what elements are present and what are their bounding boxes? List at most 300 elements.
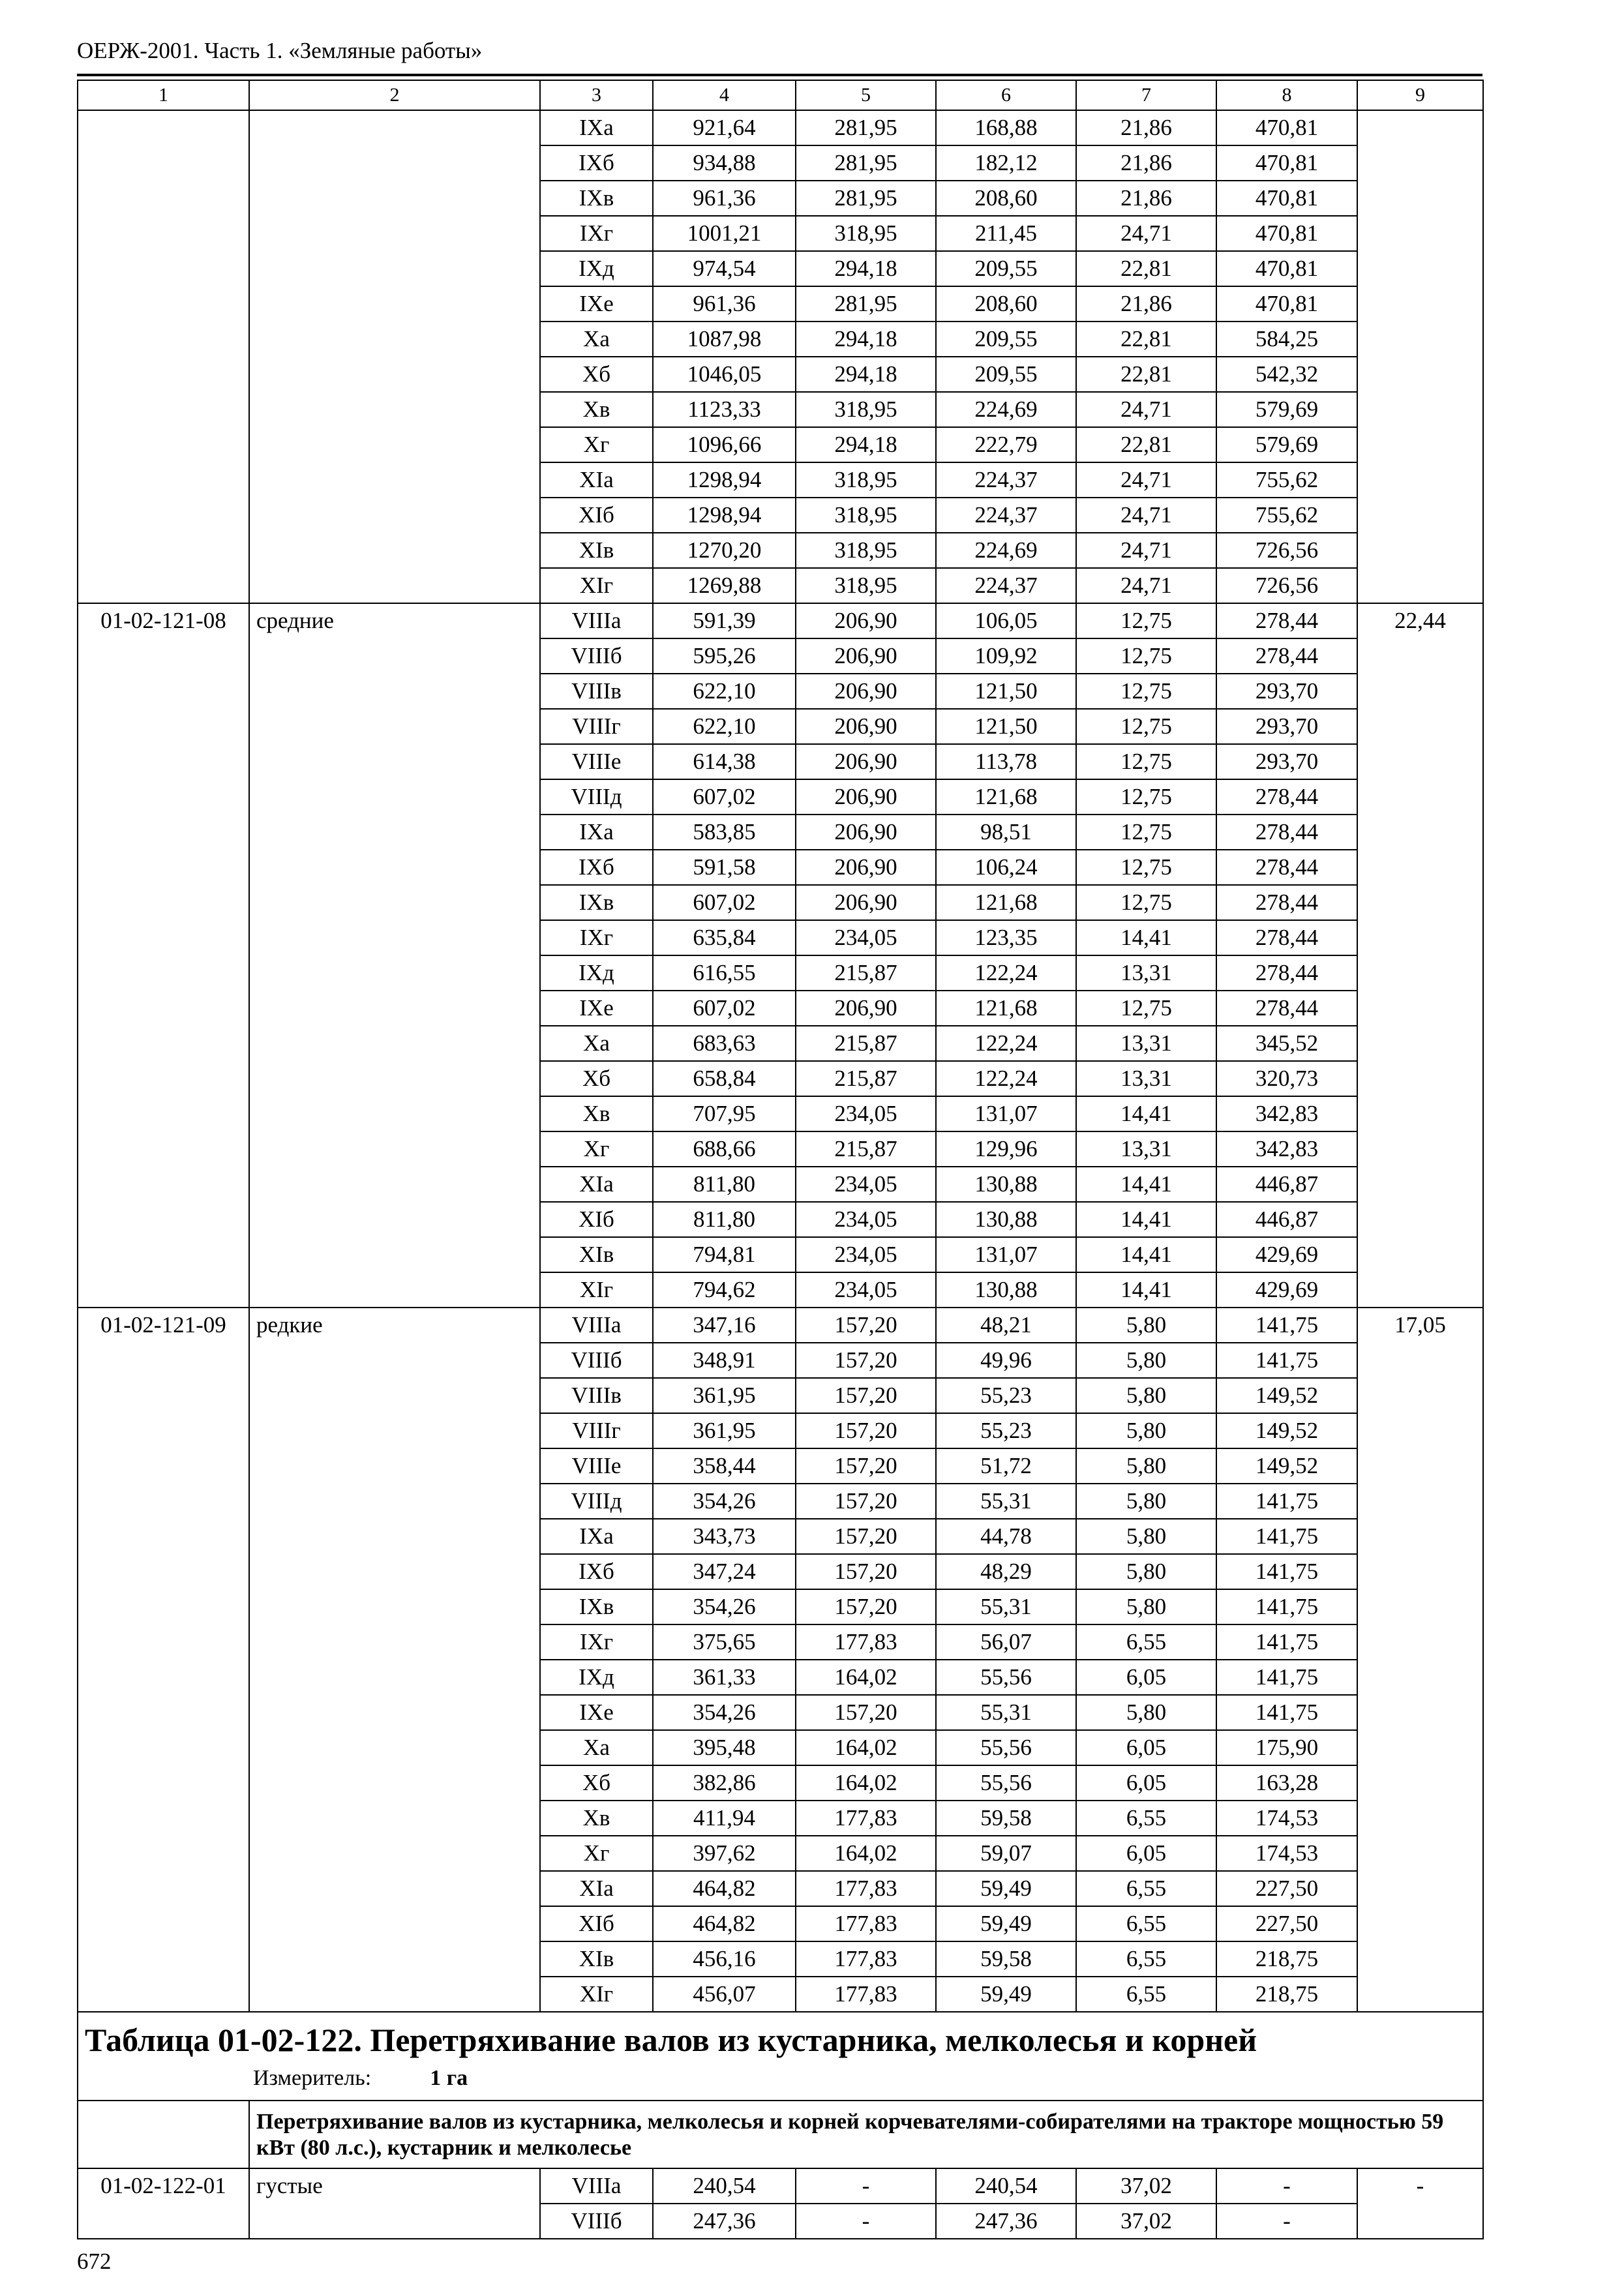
soil-group: XIв bbox=[540, 533, 653, 568]
value-cell: 22,81 bbox=[1076, 427, 1216, 462]
value-cell: 318,95 bbox=[796, 462, 936, 498]
soil-group: Xб bbox=[540, 1061, 653, 1096]
value-cell: 209,55 bbox=[936, 357, 1076, 392]
norm-code: 01-02-121-08 bbox=[78, 603, 249, 1308]
column-number: 7 bbox=[1076, 80, 1216, 110]
value-cell: 98,51 bbox=[936, 815, 1076, 850]
value-cell: 157,20 bbox=[796, 1378, 936, 1413]
value-cell: 177,83 bbox=[796, 1624, 936, 1660]
soil-group: IXг bbox=[540, 920, 653, 955]
value-cell: 206,90 bbox=[796, 744, 936, 779]
soil-group: VIIIа bbox=[540, 1308, 653, 1343]
soil-group: Xв bbox=[540, 1096, 653, 1131]
value-cell: 206,90 bbox=[796, 779, 936, 815]
value-cell: 281,95 bbox=[796, 110, 936, 145]
soil-group: Xв bbox=[540, 392, 653, 427]
value-cell: 224,69 bbox=[936, 533, 1076, 568]
value-cell: 13,31 bbox=[1076, 1026, 1216, 1061]
value-cell: 215,87 bbox=[796, 1131, 936, 1167]
measure-line bbox=[78, 2063, 1482, 2093]
value-cell: 247,36 bbox=[653, 2204, 796, 2239]
value-cell: 579,69 bbox=[1216, 392, 1357, 427]
soil-group: VIIIе bbox=[540, 1448, 653, 1484]
value-cell: 12,75 bbox=[1076, 674, 1216, 709]
value-cell: 811,80 bbox=[653, 1202, 796, 1237]
value-cell: 429,69 bbox=[1216, 1237, 1357, 1272]
value-cell: 1298,94 bbox=[653, 498, 796, 533]
soil-group: XIг bbox=[540, 1272, 653, 1308]
value-cell: 5,80 bbox=[1076, 1378, 1216, 1413]
value-cell: 215,87 bbox=[796, 1026, 936, 1061]
value-cell: 1096,66 bbox=[653, 427, 796, 462]
value-cell: 5,80 bbox=[1076, 1554, 1216, 1589]
value-cell: 122,24 bbox=[936, 955, 1076, 991]
soil-group: IXг bbox=[540, 1624, 653, 1660]
value-cell: 591,39 bbox=[653, 603, 796, 638]
value-cell: 354,26 bbox=[653, 1695, 796, 1730]
value-cell: 470,81 bbox=[1216, 110, 1357, 145]
value-cell: 1269,88 bbox=[653, 568, 796, 603]
soil-group: Xа bbox=[540, 1026, 653, 1061]
soil-group: Xг bbox=[540, 427, 653, 462]
value-cell: 470,81 bbox=[1216, 145, 1357, 181]
norms-table bbox=[77, 80, 1484, 2239]
value-cell: 281,95 bbox=[796, 145, 936, 181]
value-cell: 794,62 bbox=[653, 1272, 796, 1308]
soil-group: IXд bbox=[540, 955, 653, 991]
soil-group: IXе bbox=[540, 1695, 653, 1730]
value-cell: 59,49 bbox=[936, 1871, 1076, 1906]
value-cell: 755,62 bbox=[1216, 498, 1357, 533]
value-cell: 122,24 bbox=[936, 1061, 1076, 1096]
value-cell: 123,35 bbox=[936, 920, 1076, 955]
value-cell: 141,75 bbox=[1216, 1660, 1357, 1695]
soil-group: Xб bbox=[540, 357, 653, 392]
column-number: 2 bbox=[249, 80, 540, 110]
soil-group: VIIIд bbox=[540, 779, 653, 815]
value-cell: 12,75 bbox=[1076, 850, 1216, 885]
value-cell: - bbox=[796, 2204, 936, 2239]
value-cell: 24,71 bbox=[1076, 568, 1216, 603]
value-cell: 121,68 bbox=[936, 885, 1076, 920]
value-cell: 12,75 bbox=[1076, 815, 1216, 850]
value-cell: 293,70 bbox=[1216, 709, 1357, 744]
value-cell: 24,71 bbox=[1076, 216, 1216, 251]
value-cell: 595,26 bbox=[653, 638, 796, 674]
value-cell: 13,31 bbox=[1076, 1131, 1216, 1167]
column-number: 4 bbox=[653, 80, 796, 110]
value-cell: 55,31 bbox=[936, 1484, 1076, 1519]
value-cell: 542,32 bbox=[1216, 357, 1357, 392]
value-cell: 157,20 bbox=[796, 1589, 936, 1624]
value-cell: 37,02 bbox=[1076, 2168, 1216, 2204]
value-cell: 215,87 bbox=[796, 1061, 936, 1096]
work-name: средние bbox=[249, 603, 540, 1308]
value-cell: 278,44 bbox=[1216, 850, 1357, 885]
value-cell: 707,95 bbox=[653, 1096, 796, 1131]
value-cell: 59,49 bbox=[936, 1977, 1076, 2012]
value-cell: 347,24 bbox=[653, 1554, 796, 1589]
soil-group: IXе bbox=[540, 286, 653, 322]
soil-group: IXб bbox=[540, 850, 653, 885]
value-cell: 278,44 bbox=[1216, 638, 1357, 674]
value-cell: 106,24 bbox=[936, 850, 1076, 885]
value-cell: 591,58 bbox=[653, 850, 796, 885]
value-cell: 113,78 bbox=[936, 744, 1076, 779]
value-cell: 141,75 bbox=[1216, 1484, 1357, 1519]
value-cell: 206,90 bbox=[796, 991, 936, 1026]
col9-value: 22,44 bbox=[1357, 603, 1483, 1308]
value-cell: 320,73 bbox=[1216, 1061, 1357, 1096]
value-cell: 429,69 bbox=[1216, 1272, 1357, 1308]
value-cell: 361,33 bbox=[653, 1660, 796, 1695]
value-cell: 206,90 bbox=[796, 850, 936, 885]
value-cell: 382,86 bbox=[653, 1765, 796, 1801]
value-cell: 149,52 bbox=[1216, 1378, 1357, 1413]
value-cell: 411,94 bbox=[653, 1801, 796, 1836]
soil-group: XIа bbox=[540, 462, 653, 498]
work-name: густые bbox=[249, 2168, 540, 2239]
value-cell: 12,75 bbox=[1076, 744, 1216, 779]
value-cell: 6,55 bbox=[1076, 1941, 1216, 1977]
value-cell: 240,54 bbox=[936, 2168, 1076, 2204]
value-cell: 224,37 bbox=[936, 568, 1076, 603]
value-cell: 141,75 bbox=[1216, 1519, 1357, 1554]
value-cell: 12,75 bbox=[1076, 885, 1216, 920]
value-cell: 375,65 bbox=[653, 1624, 796, 1660]
value-cell: 56,07 bbox=[936, 1624, 1076, 1660]
value-cell: 14,41 bbox=[1076, 1272, 1216, 1308]
value-cell: 974,54 bbox=[653, 251, 796, 286]
soil-group: Xа bbox=[540, 322, 653, 357]
value-cell: 218,75 bbox=[1216, 1977, 1357, 2012]
value-cell: 59,07 bbox=[936, 1836, 1076, 1871]
value-cell: 281,95 bbox=[796, 181, 936, 216]
value-cell: 14,41 bbox=[1076, 1202, 1216, 1237]
value-cell: 470,81 bbox=[1216, 286, 1357, 322]
value-cell: 240,54 bbox=[653, 2168, 796, 2204]
soil-group: IXв bbox=[540, 885, 653, 920]
value-cell: 607,02 bbox=[653, 885, 796, 920]
value-cell: 55,23 bbox=[936, 1378, 1076, 1413]
value-cell: 278,44 bbox=[1216, 815, 1357, 850]
column-number: 6 bbox=[936, 80, 1076, 110]
value-cell: 343,73 bbox=[653, 1519, 796, 1554]
value-cell: 294,18 bbox=[796, 427, 936, 462]
value-cell: 13,31 bbox=[1076, 1061, 1216, 1096]
value-cell: 278,44 bbox=[1216, 991, 1357, 1026]
value-cell: 157,20 bbox=[796, 1308, 936, 1343]
value-cell: 22,81 bbox=[1076, 251, 1216, 286]
value-cell: 55,31 bbox=[936, 1695, 1076, 1730]
soil-group: XIб bbox=[540, 1202, 653, 1237]
value-cell: 157,20 bbox=[796, 1343, 936, 1378]
value-cell: 6,55 bbox=[1076, 1624, 1216, 1660]
value-cell: 14,41 bbox=[1076, 1096, 1216, 1131]
value-cell: 5,80 bbox=[1076, 1695, 1216, 1730]
soil-group: VIIIа bbox=[540, 2168, 653, 2204]
value-cell: 177,83 bbox=[796, 1871, 936, 1906]
column-number: 9 bbox=[1357, 80, 1483, 110]
value-cell: 206,90 bbox=[796, 638, 936, 674]
value-cell: 278,44 bbox=[1216, 885, 1357, 920]
value-cell: 49,96 bbox=[936, 1343, 1076, 1378]
value-cell: 12,75 bbox=[1076, 779, 1216, 815]
value-cell: 182,12 bbox=[936, 145, 1076, 181]
table-122-header-row bbox=[78, 2012, 1483, 2101]
table-122-header bbox=[78, 2012, 1483, 2101]
value-cell: 635,84 bbox=[653, 920, 796, 955]
table-row bbox=[78, 1308, 1483, 1343]
value-cell: 59,49 bbox=[936, 1906, 1076, 1941]
value-cell: 278,44 bbox=[1216, 955, 1357, 991]
soil-group: XIв bbox=[540, 1237, 653, 1272]
value-cell: 206,90 bbox=[796, 674, 936, 709]
value-cell: 1298,94 bbox=[653, 462, 796, 498]
value-cell: 6,05 bbox=[1076, 1660, 1216, 1695]
value-cell: 21,86 bbox=[1076, 181, 1216, 216]
value-cell: 234,05 bbox=[796, 1237, 936, 1272]
soil-group: IXб bbox=[540, 1554, 653, 1589]
value-cell: 206,90 bbox=[796, 885, 936, 920]
value-cell: 616,55 bbox=[653, 955, 796, 991]
page-number: 672 bbox=[77, 2249, 112, 2274]
soil-group: IXд bbox=[540, 251, 653, 286]
column-number: 5 bbox=[796, 80, 936, 110]
value-cell: 208,60 bbox=[936, 286, 1076, 322]
value-cell: 174,53 bbox=[1216, 1836, 1357, 1871]
value-cell: 208,60 bbox=[936, 181, 1076, 216]
value-cell: 318,95 bbox=[796, 498, 936, 533]
value-cell: 206,90 bbox=[796, 603, 936, 638]
value-cell: 293,70 bbox=[1216, 674, 1357, 709]
value-cell: 6,55 bbox=[1076, 1871, 1216, 1906]
soil-group: Xа bbox=[540, 1730, 653, 1765]
value-cell: 318,95 bbox=[796, 568, 936, 603]
value-cell: 281,95 bbox=[796, 286, 936, 322]
value-cell: 234,05 bbox=[796, 1272, 936, 1308]
value-cell: 1046,05 bbox=[653, 357, 796, 392]
work-name bbox=[249, 110, 540, 603]
value-cell: 1087,98 bbox=[653, 322, 796, 357]
value-cell: 446,87 bbox=[1216, 1167, 1357, 1202]
value-cell: 149,52 bbox=[1216, 1448, 1357, 1484]
value-cell: 1270,20 bbox=[653, 533, 796, 568]
value-cell: 121,68 bbox=[936, 991, 1076, 1026]
value-cell: 318,95 bbox=[796, 392, 936, 427]
work-name: редкие bbox=[249, 1308, 540, 2012]
norm-code: 01-02-122-01 bbox=[78, 2168, 249, 2239]
value-cell: 121,50 bbox=[936, 709, 1076, 744]
value-cell: 218,75 bbox=[1216, 1941, 1357, 1977]
value-cell: 224,69 bbox=[936, 392, 1076, 427]
value-cell: 607,02 bbox=[653, 779, 796, 815]
value-cell: 22,81 bbox=[1076, 357, 1216, 392]
value-cell: 130,88 bbox=[936, 1272, 1076, 1308]
value-cell: 209,55 bbox=[936, 251, 1076, 286]
value-cell: 157,20 bbox=[796, 1484, 936, 1519]
value-cell: 5,80 bbox=[1076, 1413, 1216, 1448]
column-number: 8 bbox=[1216, 80, 1357, 110]
value-cell: 5,80 bbox=[1076, 1308, 1216, 1343]
value-cell: 358,44 bbox=[653, 1448, 796, 1484]
value-cell: 234,05 bbox=[796, 1167, 936, 1202]
value-cell: 141,75 bbox=[1216, 1554, 1357, 1589]
soil-group: IXв bbox=[540, 181, 653, 216]
value-cell: 149,52 bbox=[1216, 1413, 1357, 1448]
value-cell: 106,05 bbox=[936, 603, 1076, 638]
value-cell: 59,58 bbox=[936, 1801, 1076, 1836]
value-cell: 14,41 bbox=[1076, 920, 1216, 955]
value-cell: 345,52 bbox=[1216, 1026, 1357, 1061]
value-cell: 811,80 bbox=[653, 1167, 796, 1202]
value-cell: 5,80 bbox=[1076, 1343, 1216, 1378]
soil-group: XIа bbox=[540, 1167, 653, 1202]
soil-group: IXа bbox=[540, 1519, 653, 1554]
value-cell: 456,16 bbox=[653, 1941, 796, 1977]
value-cell: 44,78 bbox=[936, 1519, 1076, 1554]
value-cell: 622,10 bbox=[653, 709, 796, 744]
value-cell: 164,02 bbox=[796, 1765, 936, 1801]
value-cell: - bbox=[1216, 2168, 1357, 2204]
value-cell: 354,26 bbox=[653, 1589, 796, 1624]
value-cell: 141,75 bbox=[1216, 1589, 1357, 1624]
value-cell: 131,07 bbox=[936, 1096, 1076, 1131]
value-cell: 227,50 bbox=[1216, 1871, 1357, 1906]
soil-group: XIб bbox=[540, 1906, 653, 1941]
value-cell: 157,20 bbox=[796, 1519, 936, 1554]
value-cell: 37,02 bbox=[1076, 2204, 1216, 2239]
value-cell: 294,18 bbox=[796, 357, 936, 392]
value-cell: 175,90 bbox=[1216, 1730, 1357, 1765]
value-cell: 6,55 bbox=[1076, 1977, 1216, 2012]
value-cell: 51,72 bbox=[936, 1448, 1076, 1484]
soil-group: IXа bbox=[540, 815, 653, 850]
value-cell: 13,31 bbox=[1076, 955, 1216, 991]
value-cell: 6,05 bbox=[1076, 1730, 1216, 1765]
value-cell: 921,64 bbox=[653, 110, 796, 145]
value-cell: 24,71 bbox=[1076, 392, 1216, 427]
value-cell: 21,86 bbox=[1076, 286, 1216, 322]
value-cell: 24,71 bbox=[1076, 462, 1216, 498]
value-cell: 121,50 bbox=[936, 674, 1076, 709]
column-number-row bbox=[78, 80, 1483, 110]
value-cell: 131,07 bbox=[936, 1237, 1076, 1272]
value-cell: 209,55 bbox=[936, 322, 1076, 357]
value-cell: 247,36 bbox=[936, 2204, 1076, 2239]
value-cell: 12,75 bbox=[1076, 991, 1216, 1026]
column-number: 3 bbox=[540, 80, 653, 110]
soil-group: Xв bbox=[540, 1801, 653, 1836]
value-cell: 48,21 bbox=[936, 1308, 1076, 1343]
col9-value bbox=[1357, 110, 1483, 603]
value-cell: 21,86 bbox=[1076, 110, 1216, 145]
value-cell: 318,95 bbox=[796, 533, 936, 568]
value-cell: 342,83 bbox=[1216, 1131, 1357, 1167]
value-cell: 361,95 bbox=[653, 1378, 796, 1413]
value-cell: 141,75 bbox=[1216, 1695, 1357, 1730]
value-cell: 130,88 bbox=[936, 1167, 1076, 1202]
value-cell: 5,80 bbox=[1076, 1589, 1216, 1624]
value-cell: 347,16 bbox=[653, 1308, 796, 1343]
value-cell: 109,92 bbox=[936, 638, 1076, 674]
value-cell: 14,41 bbox=[1076, 1167, 1216, 1202]
value-cell: 683,63 bbox=[653, 1026, 796, 1061]
value-cell: 934,88 bbox=[653, 145, 796, 181]
value-cell: 177,83 bbox=[796, 1801, 936, 1836]
value-cell: 293,70 bbox=[1216, 744, 1357, 779]
soil-group: VIIIв bbox=[540, 674, 653, 709]
soil-group: VIIIд bbox=[540, 1484, 653, 1519]
value-cell: 456,07 bbox=[653, 1977, 796, 2012]
soil-group: IXб bbox=[540, 145, 653, 181]
value-cell: 470,81 bbox=[1216, 181, 1357, 216]
running-header: ОЕРЖ-2001. Часть 1. «Земляные работы» bbox=[77, 38, 483, 63]
value-cell: 464,82 bbox=[653, 1871, 796, 1906]
col9-value: 17,05 bbox=[1357, 1308, 1483, 2012]
value-cell: 794,81 bbox=[653, 1237, 796, 1272]
value-cell: 48,29 bbox=[936, 1554, 1076, 1589]
value-cell: 222,79 bbox=[936, 427, 1076, 462]
value-cell: 1123,33 bbox=[653, 392, 796, 427]
value-cell: 24,71 bbox=[1076, 533, 1216, 568]
value-cell: 278,44 bbox=[1216, 920, 1357, 955]
value-cell: 318,95 bbox=[796, 216, 936, 251]
table-row bbox=[78, 110, 1483, 145]
soil-group: XIв bbox=[540, 1941, 653, 1977]
norm-code: 01-02-121-09 bbox=[78, 1308, 249, 2012]
value-cell: 59,58 bbox=[936, 1941, 1076, 1977]
soil-group: Xб bbox=[540, 1765, 653, 1801]
value-cell: 278,44 bbox=[1216, 779, 1357, 815]
value-cell: 395,48 bbox=[653, 1730, 796, 1765]
soil-group: XIа bbox=[540, 1871, 653, 1906]
value-cell: 397,62 bbox=[653, 1836, 796, 1871]
value-cell: 177,83 bbox=[796, 1977, 936, 2012]
value-cell: 141,75 bbox=[1216, 1624, 1357, 1660]
soil-group: IXа bbox=[540, 110, 653, 145]
table-row bbox=[78, 2168, 1483, 2204]
header-rule bbox=[77, 74, 1482, 76]
value-cell: 464,82 bbox=[653, 1906, 796, 1941]
value-cell: 446,87 bbox=[1216, 1202, 1357, 1237]
soil-group: VIIIе bbox=[540, 744, 653, 779]
value-cell: 294,18 bbox=[796, 251, 936, 286]
soil-group: VIIIв bbox=[540, 1378, 653, 1413]
value-cell: 22,81 bbox=[1076, 322, 1216, 357]
value-cell: 607,02 bbox=[653, 991, 796, 1026]
value-cell: 354,26 bbox=[653, 1484, 796, 1519]
soil-group: XIб bbox=[540, 498, 653, 533]
value-cell: 6,55 bbox=[1076, 1906, 1216, 1941]
value-cell: 6,55 bbox=[1076, 1801, 1216, 1836]
soil-group: VIIIг bbox=[540, 709, 653, 744]
value-cell: 141,75 bbox=[1216, 1308, 1357, 1343]
soil-group: XIг bbox=[540, 568, 653, 603]
soil-group: Xг bbox=[540, 1131, 653, 1167]
value-cell: 121,68 bbox=[936, 779, 1076, 815]
value-cell: 55,31 bbox=[936, 1589, 1076, 1624]
value-cell: 130,88 bbox=[936, 1202, 1076, 1237]
value-cell: 157,20 bbox=[796, 1554, 936, 1589]
col9-value: - bbox=[1357, 2168, 1483, 2239]
value-cell: 961,36 bbox=[653, 181, 796, 216]
soil-group: IXв bbox=[540, 1589, 653, 1624]
value-cell: 55,23 bbox=[936, 1413, 1076, 1448]
value-cell: 164,02 bbox=[796, 1730, 936, 1765]
soil-group: VIIIг bbox=[540, 1413, 653, 1448]
column-number: 1 bbox=[78, 80, 249, 110]
